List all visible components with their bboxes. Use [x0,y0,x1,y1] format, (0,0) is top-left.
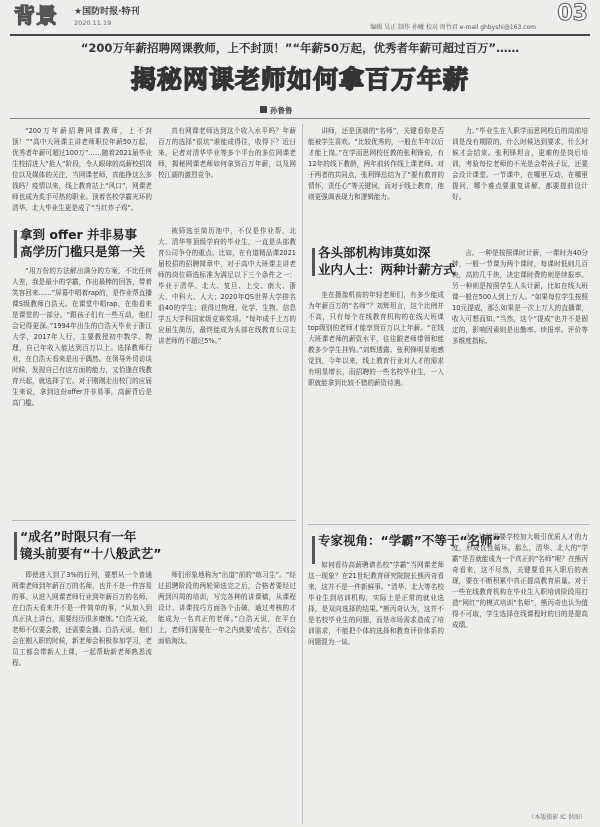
subheading-salary [318,244,456,278]
subheading-fame [20,528,161,562]
headline-kicker: “200万年薪招聘网课教师，上不封顶！”“年薪50万起，优秀者年薪可超过百万”…… [80,41,520,55]
paragraph: 为，这就需要学校加大吸引优质人才的力度，形成良性循环。那么，清华、北大的“学霸”是否就能成为一个真正的“名师”呢？在熊丙奇看来，这不尽然，关键要看其入职后的表现，要在不断积累中真正提高教育质量。对于一些在线教育机构在毕业生入职培训阶段用打造“网红”的模式培训“名师”，熊丙奇也认为值得不可取，学生选择在线课程时的目的是提高成绩。 [452,533,588,629]
article-column-2-middle [158,226,296,516]
article-column-3-top [308,126,444,236]
article-column-2-bottom [158,570,296,810]
paragraph: 被筛选至简历池中，不仅是作业帮，北大、清华等顶级学府的毕业生，一直是头部教育公司争夺的重点。比如，在有道精品课2021届校招的招聘简章中，对于高中大班课主讲老师的岗位筛选标准为满足以下三个条件之一：毕业于清华、北大、复旦、上交、南大、浙大、中科大、人大；2020年QS世界大学排名前40的学生；获得过物理、化学、生物、信息学五大学科国家级竞赛奖项。“每年成千上万的应届生简历，最终能成为头部在线教育公司主讲老师的不超过5%。” [158,227,296,345]
subheading-line: 拿到 offer 并非易事 [20,227,138,242]
photo-credit: （本版摄影 IC 供图） [528,814,586,821]
staff-credits: 编辑 吴正 制作 孙曦 校对 周竹君 e-mail ghbyshi@163.com [370,24,536,31]
subheading-line: 业内人士：两种计薪方式 [318,262,456,277]
masthead [10,0,590,36]
paragraph: 力。”毕业生在入职学而思网校后的岗前培训是没有期限的，什么时候达到要求，什么时候才会结束。张利锋坦言，更难的是岗后培训，考验每位老师的不光是会带孩子玩，还要会设计课堂。一节课中，在哪里互动，在哪里提问，哪个难点要重复讲解，都要提前设计好。 [452,127,588,201]
main-headline: 揭秘网课老师如何拿百万年薪 [130,65,469,94]
paragraph: 师们形象地称为“出道”前的“练习生”。“经过招聘阶段的两轮筛选完之后，合格者要经过两到四周的培训，写完各种的讲课稿，从课程设计、讲课技巧方面各个击破，通过考核的才能成为一名真正的老师。”白浩天说，在平台上，老师们需要在一年之内就要‘成名’，否则会面临淘汰。 [158,571,296,645]
paragraph: “200万年薪招聘网课教师，上不封顶！”“高中大班课主讲老师职位年薪50万起，优秀者年薪可超过100万”……随着2021届毕业生校招进入“抢人”阶段，令人眼球的高薪校招岗位以及媒体的关注，当网课老师，真能挣这么多钱吗？疫情以来，线上教育站上“风口”，网课老师也成为炙手可热的职业。顶着名校学霸光环的清华、北大毕业生更是成了“当红炸子鸡”。 [12,127,152,212]
article-column-2-intro [158,126,296,214]
section-title: 背景 [14,4,58,28]
issue-date: 2020.11.19 [74,19,112,27]
paragraph: 如何看待高薪聘请名校“学霸”当网课老师这一现象？在21世纪教育研究院院长熊丙奇看来，这并不是一件新鲜事。“清华、北大等名校毕业生到培训机构，实际上是正常的就业选择，是双向选择的结果。”熊丙奇认为，这并不是名校毕业生的问题，而是市场需求造成了培训需求，不能把个体的选择和教育评价体系的问题混为一谈。 [308,561,444,646]
article-column-4-middle [452,248,588,518]
paragraph: 真有网课老师达到这个收入水平吗？年薪百万的选择“很坑”谁能成得住，收得下？近日来，记者对清华毕业等多个平台的多位网课老师，揭秘网课老师如何拿到百万年薪，以及网校江湖的激烈竞争。 [158,127,296,179]
subheading-line: 镜头前要有“十八般武艺” [20,546,162,561]
paragraph: “用万份的方法解出满分的方案，不比任何人差，我是最小的学霸，作出最棒的回答，带着笑容回来……”屏幕中唱着rap的，是作业帮直播课S级教师白浩天。在课堂中唱rap，在他看来是课堂的一部分。“跟孩子们有一些互动，他们会记得更深。”1994年出生的白浩天毕业于浙江大学，2017年入行，主要教授初中数学、物理，自己年收入能达到百万以上。选择教师行业，在白浩天看来是出于偶然。在领导外贸访谈时候，发现自己有这方面的能力，又恰逢在线教育兴起，就选择了它。对于刚刚走出校门的应届生来说，拿到这份offer并非易事，高薪背后是高门槛。 [12,267,152,407]
byline-marker-icon [260,106,267,113]
column-divider [302,124,303,824]
headline-divider [10,118,590,119]
article-column-1-bottom [12,570,152,810]
article-column-3-middle [308,290,444,518]
article-column-4-bottom [452,532,588,810]
subheading-line: 高学历门槛只是第一关 [20,244,146,259]
publication-name: ★国防时报·特刊 [74,7,140,17]
paragraph: 即使进入到了3%的行列，要想从一个普通网课老师到年薪百万的名师，也并不是一件容易的事。从进入网课老师行业到年薪百万的名师，在白浩天看来并不是一件简单的事，“从加入到真正执上讲台，需要经历很多磨炼。”白浩天说，老师不仅要会教，还需要会播。白浩天说，他们会在刚入职的时候，新老师会积极参加学习，老员工都会带新人上课，一起帮助新老师熟悉流程。 [12,571,152,667]
article-column-4-top [452,126,588,236]
subheading-offer [20,226,145,260]
section-divider [12,520,296,521]
paragraph: 讲师，还是顶端的“名师”，关键看你是否能被学生喜欢。“比较优秀的，一般在半年以后才能上岗。”在学而思网校任教的张利锋说，有12年的线下教龄，两年前转作线上课老师。对于两者的共同点，张利锋总结为了“要有教育的情怀，责任心”等关键词，而对于线上教育，他则更强调表现力和逻辑能力。 [308,127,444,201]
byline: 孙鲁鲁 [270,106,293,115]
subheading-line: 专家视角：“学霸”不等于“名师” [318,533,501,548]
paragraph: 坐在摄像机前的年轻老师们，有多少能成为年薪百万的“名师”？刘辉坦言，这个比例并不高，只有每个在线教育机构的在线大班课top级别的老师才能享到百万以上年薪。“在线大班课老师的薪资水平，往往跟老师带领和能教多少学生挂钩。”刘辉透露。张利锋明显地感觉到，今年以来，线上教育行业对人才的需求有明显增长，而招聘的一些名校毕业生，一入职就能拿到比较不错的薪资待遇。 [308,291,444,387]
page-number: 03 [557,1,588,26]
article-column-1-intro [12,126,152,214]
paragraph: 言。一种是按照课时计薪，一课时为40分钟，一般一节课为两个课时，每课时低则几百块，高的几千块，决定课时费的则是续报率。另一种则是按照学生人头计薪，比如在线大班课一般在500人到上万人。“如果每位学生按照10元提成，那么如果是一次上万人的直播课，收入可想而知。”当然，这个“提成”也并不是固定的，影响因素则是出勤率、续报率、评价等多维度指标。 [452,249,588,345]
subheading-line: “成名”时限只有一年 [20,529,137,544]
article-column-1-middle [12,266,152,516]
subheading-line: 各头部机构讳莫如深 [318,245,431,260]
section-divider [308,524,590,525]
article-column-3-bottom [308,560,444,810]
